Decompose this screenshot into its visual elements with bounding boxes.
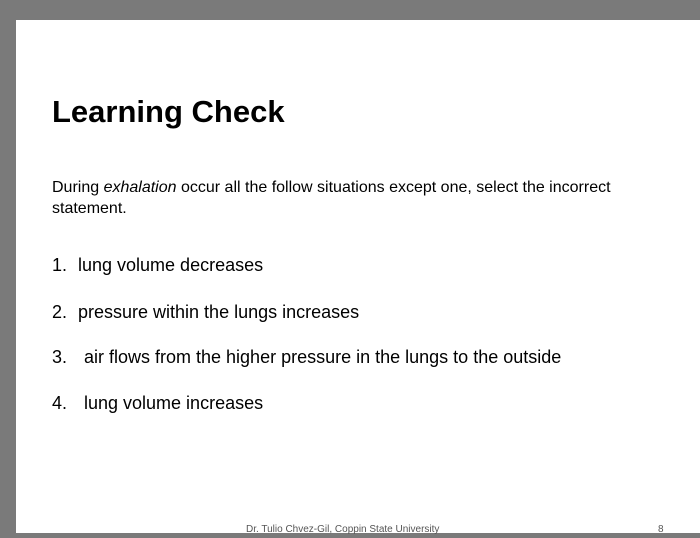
option-text: air flows from the higher pressure in the lungs to the outside [84, 347, 562, 367]
prompt-text-after: occur all the follow situations except one, select the incorrect statement. [52, 179, 611, 217]
slide-title: Learning Check [52, 94, 285, 129]
page-number: 8 [658, 524, 664, 535]
answer-option-3 [52, 348, 561, 366]
option-number: 1. [52, 255, 68, 275]
prompt-emphasis: exhalation [103, 179, 177, 196]
option-text: pressure within the lungs increases [78, 302, 360, 322]
option-number: 3. [52, 347, 68, 367]
option-number: 4. [52, 393, 68, 413]
slide-footer: Dr. Tulio Chvez-Gil, Coppin State University [246, 524, 440, 535]
option-text: lung volume increases [84, 393, 264, 413]
prompt-text-before: During [52, 179, 104, 196]
option-number: 2. [52, 302, 68, 322]
answer-option-4 [52, 394, 263, 412]
answer-option-2 [52, 303, 359, 321]
option-text: lung volume decreases [78, 255, 264, 275]
slide [16, 20, 700, 533]
question-prompt [52, 177, 672, 219]
answer-option-1 [52, 256, 263, 274]
